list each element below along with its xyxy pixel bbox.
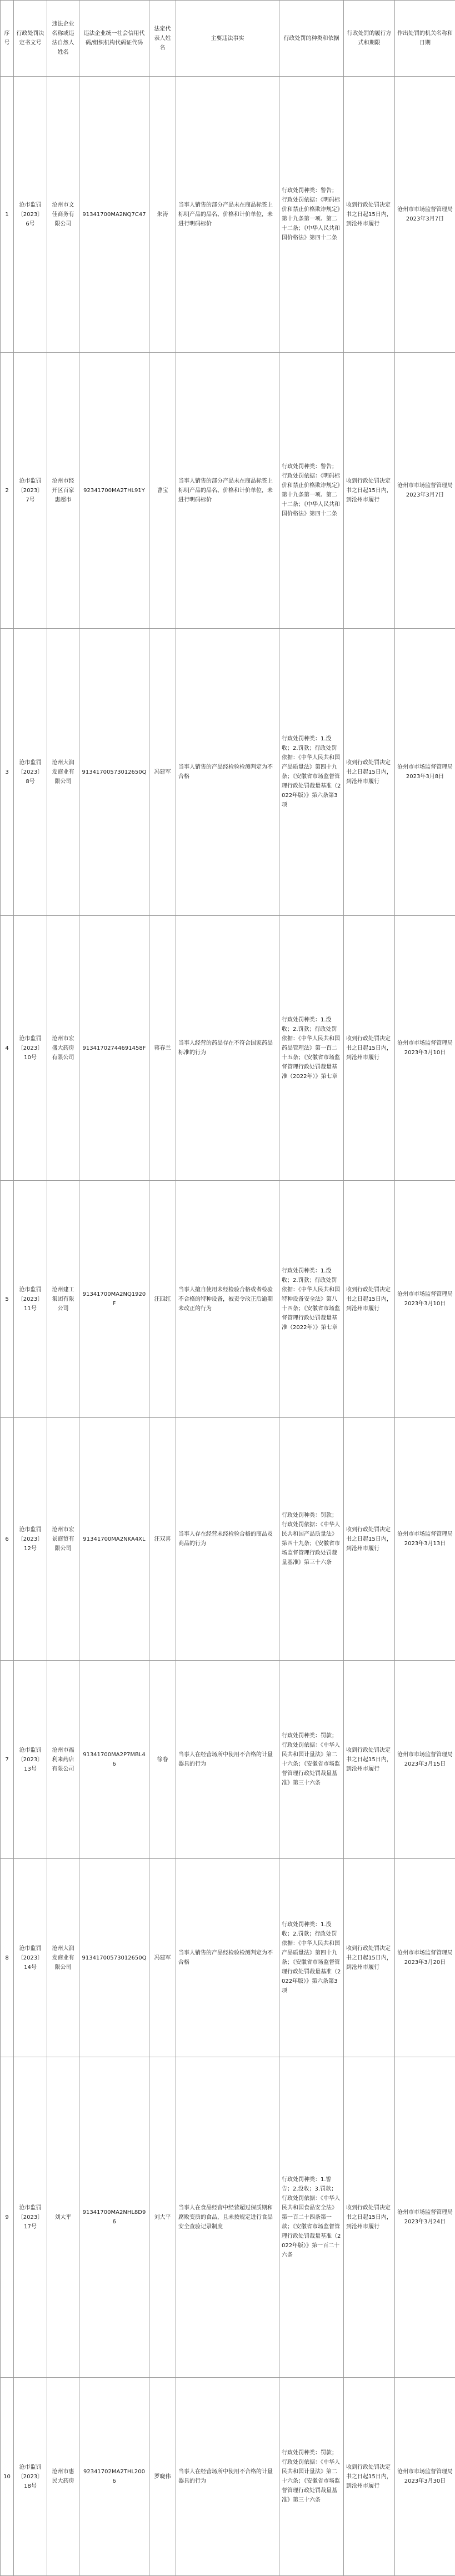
cell-rep: 曹宝 [149, 353, 176, 629]
cell-doc: 沧市监罚〔2023〕12号 [14, 1418, 47, 1661]
table-row [1, 1661, 455, 1859]
cell-doc: 沧市监罚〔2023〕8号 [14, 629, 47, 916]
cell-name: 沧州建工集团有限公司 [47, 1181, 79, 1418]
header-cell: 行政处罚决定书文号 [14, 1, 47, 77]
cell-name: 沧州市文佳商务有限公司 [47, 77, 79, 353]
header-cell: 法定代表人姓名 [149, 1, 176, 77]
cell-doc: 沧市监罚〔2023〕6号 [14, 77, 47, 353]
header-cell: 违法企业统一社会信用代码/组织机构代码证代码 [79, 1, 149, 77]
header-cell: 行政处罚的履行方式和期限 [344, 1, 395, 77]
cell-perform: 收到行政处罚决定书之日起15日内，到沧州市履行 [344, 2057, 395, 2378]
cell-perform: 收到行政处罚决定书之日起15日内，到沧州市履行 [344, 1181, 395, 1418]
cell-code: 91341702744691458F [79, 916, 149, 1181]
cell-org: 沧州市市场监督管理局2023年3月20日 [395, 1859, 455, 2057]
cell-name: 沧州市经开区百家惠超市 [47, 353, 79, 629]
cell-no: 4 [1, 916, 14, 1181]
cell-fact: 当事人销售的产品经检验检测判定为不合格 [176, 1859, 279, 2057]
cell-no: 3 [1, 629, 14, 916]
cell-name: 沧州市福利来药店有限公司 [47, 1661, 79, 1859]
cell-name: 沧州市宏景商贸有限公司 [47, 1418, 79, 1661]
cell-org: 沧州市市场监督管理局2023年3月7日 [395, 77, 455, 353]
cell-basis: 行政处罚种类：罚款；行政处罚依据：《中华人民共和国产品质量法》第四十九条；《安徽省市场监督管理行政处罚裁量基准》第三十六条 [279, 1418, 344, 1661]
cell-rep: 徐春 [149, 1661, 176, 1859]
cell-org: 沧州市市场监督管理局2023年3月30日 [395, 2378, 455, 2576]
cell-code: 91341700MA2NQ7C47 [79, 77, 149, 353]
cell-basis: 行政处罚种类：罚款；行政处罚依据：《中华人民共和国计量法》第二十六条；《安徽省市场监督管理行政处罚裁量基准》第三十六条 [279, 1661, 344, 1859]
cell-doc: 沧市监罚〔2023〕14号 [14, 1859, 47, 2057]
cell-name: 沧州大润发商业有限公司 [47, 1859, 79, 2057]
cell-doc: 沧市监罚〔2023〕18号 [14, 2378, 47, 2576]
cell-code: 91341700573012650Q [79, 629, 149, 916]
cell-fact: 当事人销售的产品经检验检测判定为不合格 [176, 629, 279, 916]
cell-perform: 收到行政处罚决定书之日起15日内，到沧州市履行 [344, 916, 395, 1181]
cell-basis: 行政处罚种类：1.没收；2.罚款；行政处罚依据：《中华人民共和国产品质量法》第四十九条；《安徽省市场监督管理行政处罚裁量基准（2022年版）》第六条第3项 [279, 1859, 344, 2057]
cell-fact: 当事人经营的药品存在不符合国家药品标准的行为 [176, 916, 279, 1181]
cell-fact: 当事人在经营场所中使用不合格的计量器具的行为 [176, 2378, 279, 2576]
cell-fact: 当事人销售的部分产品未在商品标签上标明产品的品名、价格和计价单位，未进行明码标价 [176, 353, 279, 629]
cell-org: 沧州市市场监督管理局2023年3月15日 [395, 1661, 455, 1859]
cell-doc: 沧市监罚〔2023〕7号 [14, 353, 47, 629]
cell-name: 刘大平 [47, 2057, 79, 2378]
header-cell: 行政处罚的种类和依据 [279, 1, 344, 77]
table-row [1, 916, 455, 1181]
cell-basis: 行政处罚种类：罚款；行政处罚依据：《中华人民共和国计量法》第二十六条；《安徽省市场监督管理行政处罚裁量基准》第三十六条 [279, 2378, 344, 2576]
cell-rep: 冯建军 [149, 1859, 176, 2057]
table-row [1, 2378, 455, 2576]
cell-code: 91341700MA2P7MBL46 [79, 1661, 149, 1859]
table-row [1, 629, 455, 916]
cell-rep: 冯建军 [149, 629, 176, 916]
cell-basis: 行政处罚种类：1.没收；2.罚款；行政处罚依据：《中华人民共和国产品质量法》第四十九条；《安徽省市场监督管理行政处罚裁量基准（2022年版）》第六条第3项 [279, 629, 344, 916]
cell-perform: 收到行政处罚决定书之日起15日内，到沧州市履行 [344, 1418, 395, 1661]
cell-name: 沧州市惠民大药房 [47, 2378, 79, 2576]
cell-no: 6 [1, 1418, 14, 1661]
cell-name: 沧州大润发商业有限公司 [47, 629, 79, 916]
cell-no: 9 [1, 2057, 14, 2378]
cell-code: 91341700MA2NQ1920F [79, 1181, 149, 1418]
cell-doc: 沧市监罚〔2023〕13号 [14, 1661, 47, 1859]
cell-perform: 收到行政处罚决定书之日起15日内，到沧州市履行 [344, 1859, 395, 2057]
cell-doc: 沧市监罚〔2023〕17号 [14, 2057, 47, 2378]
header-cell: 序号 [1, 1, 14, 77]
cell-rep: 朱涛 [149, 77, 176, 353]
cell-perform: 收到行政处罚决定书之日起15日内，到沧州市履行 [344, 629, 395, 916]
cell-basis: 行政处罚种类：警告；行政处罚依据：《明码标价和禁止价格欺诈规定》第十九条第一项、第二十二条；《中华人民共和国价格法》第四十二条 [279, 77, 344, 353]
cell-code: 92341702MA2THL2006 [79, 2378, 149, 2576]
cell-rep: 汪双喜 [149, 1418, 176, 1661]
cell-no: 7 [1, 1661, 14, 1859]
cell-rep: 蒋春兰 [149, 916, 176, 1181]
table-row [1, 1418, 455, 1661]
cell-no: 2 [1, 353, 14, 629]
cell-perform: 收到行政处罚决定书之日起15日内，到沧州市履行 [344, 353, 395, 629]
cell-rep: 刘大平 [149, 2057, 176, 2378]
table-row [1, 2057, 455, 2378]
cell-fact: 当事人存在经营未经检验合格的商品及商品的行为 [176, 1418, 279, 1661]
cell-basis: 行政处罚种类：1.没收；2.罚款；行政处罚依据：《中华人民共和国特种设备安全法》第八十四条；《安徽省市场监督管理行政处罚裁量基准（2022年）》第七章 [279, 1181, 344, 1418]
header-cell: 作出处罚的机关名称和日期 [395, 1, 455, 77]
cell-basis: 行政处罚种类：1.警告；2.没收；3.罚款；行政处罚依据：《中华人民共和国食品安全法》第一百二十四条第一款；《安徽省市场监督管理行政处罚裁量基准（2022年版）》第一百二十六条 [279, 2057, 344, 2378]
cell-doc: 沧市监罚〔2023〕10号 [14, 916, 47, 1181]
cell-fact: 当事人擅自使用未经检验合格或者检验不合格的特种设备，被责令改正后逾期未改正的行为 [176, 1181, 279, 1418]
cell-org: 沧州市市场监督管理局2023年3月10日 [395, 1181, 455, 1418]
table-row [1, 77, 455, 353]
cell-code: 91341700MA2NKA4XL [79, 1418, 149, 1661]
cell-org: 沧州市市场监督管理局2023年3月10日 [395, 916, 455, 1181]
cell-doc: 沧市监罚〔2023〕11号 [14, 1181, 47, 1418]
cell-no: 1 [1, 77, 14, 353]
cell-rep: 汪四红 [149, 1181, 176, 1418]
cell-rep: 罗晓伟 [149, 2378, 176, 2576]
header-row [1, 1, 455, 77]
cell-no: 8 [1, 1859, 14, 2057]
cell-fact: 当事人销售的部分产品未在商品标签上标明产品的品名、价格和计价单位，未进行明码标价 [176, 77, 279, 353]
cell-code: 91341700573012650Q [79, 1859, 149, 2057]
cell-org: 沧州市市场监督管理局2023年3月24日 [395, 2057, 455, 2378]
table-row [1, 1181, 455, 1418]
cell-basis: 行政处罚种类：1.没收；2.罚款；行政处罚依据：《中华人民共和国药品管理法》第一百二十五条；《安徽省市场监督管理行政处罚裁量基准（2022年）》第七章 [279, 916, 344, 1181]
cell-fact: 当事人在经营场所中使用不合格的计量器具的行为 [176, 1661, 279, 1859]
cell-org: 沧州市市场监督管理局2023年3月13日 [395, 1418, 455, 1661]
table-row [1, 1859, 455, 2057]
cell-no: 10 [1, 2378, 14, 2576]
cell-name: 沧州市宏盛大药房有限公司 [47, 916, 79, 1181]
cell-perform: 收到行政处罚决定书之日起15日内，到沧州市履行 [344, 77, 395, 353]
table-row [1, 353, 455, 629]
cell-code: 91341700MA2NHL8D96 [79, 2057, 149, 2378]
cell-org: 沧州市市场监督管理局2023年3月8日 [395, 629, 455, 916]
cell-fact: 当事人在食品经营中经营超过保质期和腐败变质的食品，且未按规定进行食品安全查验记录制度 [176, 2057, 279, 2378]
cell-org: 沧州市市场监督管理局2023年3月7日 [395, 353, 455, 629]
header-cell: 违法企业名称或违法自然人姓名 [47, 1, 79, 77]
cell-perform: 收到行政处罚决定书之日起15日内，到沧州市履行 [344, 2378, 395, 2576]
cell-perform: 收到行政处罚决定书之日起15日内，到沧州市履行 [344, 1661, 395, 1859]
cell-no: 5 [1, 1181, 14, 1418]
header-cell: 主要违法事实 [176, 1, 279, 77]
cell-code: 92341700MA2THL91Y [79, 353, 149, 629]
cell-basis: 行政处罚种类：警告；行政处罚依据：《明码标价和禁止价格欺诈规定》第十九条第一项、第二十二条；《中华人民共和国价格法》第四十二条 [279, 353, 344, 629]
